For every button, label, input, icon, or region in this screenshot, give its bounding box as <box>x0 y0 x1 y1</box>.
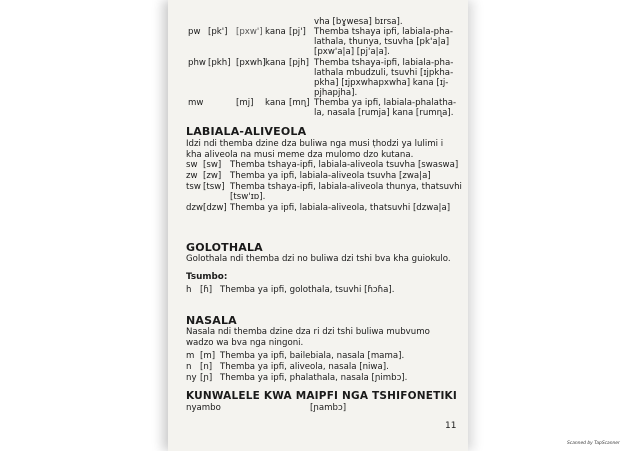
row-ipa: [ɲ] <box>200 373 213 383</box>
row-symbol: n <box>186 362 192 372</box>
row-symbol: ny <box>186 373 197 383</box>
row-desc-line: Themba tshaya ipfi, labiala-pha- <box>314 27 453 37</box>
row-desc: Themba ya ipfi, labiala-aliveola tsuvha [zwa|a] <box>230 171 431 181</box>
row-ipa: [n] <box>200 362 213 372</box>
row-ipa: [sw] <box>203 160 222 170</box>
section-heading: NASALA <box>186 314 237 327</box>
row-desc: Themba tshaya-ipfi, labiala-aliveola thunya, thatsuvhi <box>230 182 462 192</box>
row-palatal: [pjh] <box>289 58 309 68</box>
row-desc-line: lathala, thunya, tsuvha [pk'a|a] <box>314 37 450 47</box>
row-desc: Themba ya ipfi, labiala-aliveola, thatsuvhi [dzwa|a] <box>230 203 451 213</box>
row-symbol: tsw <box>186 182 201 192</box>
row-ipa: [mj] <box>236 98 254 108</box>
row-desc: Themba tshaya-ipfi, labiala-aliveola tsuvha [swaswa] <box>230 160 459 170</box>
page-number: 11 <box>445 421 457 431</box>
row-kana: kana <box>265 58 286 68</box>
row-symbol: zw <box>186 171 198 181</box>
section-intro: Golothala ndi themba dzi no buliwa dzi tshi bva kha guiokulo. <box>186 254 451 264</box>
row-desc-line: la, nasala [rumja] kana [rumɳa]. <box>314 108 454 118</box>
row-symbol: phw <box>188 58 206 68</box>
row-ipa: [pkh] <box>208 58 231 68</box>
row-desc-cont: [tsw'ɪɒ]. <box>230 192 266 202</box>
section-intro: Idzi ndi themba dzine dza buliwa nga musi ṭhodzi ya lulimi i kha aliveola na musi meme dza mulomo dzo kutana. <box>186 139 444 160</box>
row-desc: Themba ya ipfi, phalathala, nasala [ɲimbɔ]. <box>220 373 408 383</box>
scanner-watermark: Scanned by TapScanner <box>567 441 620 446</box>
section-heading: KUNWALELE KWA MAIPFI NGA TSHIFONETIKI <box>186 390 458 402</box>
row-symbol: pw <box>188 27 201 37</box>
row-ipa: [tsw] <box>203 182 225 192</box>
row-symbol: m <box>186 351 195 361</box>
row-ipa: [dzw] <box>203 203 227 213</box>
row-symbol: dzw <box>186 203 203 213</box>
row-ipa: [pk'] <box>208 27 228 37</box>
row-alt: [pxwh] <box>236 58 266 68</box>
row-symbol: h <box>186 285 192 295</box>
row-desc-line: pkha] [ɪjpxwhapxwha] kana [ɪj- <box>314 78 449 88</box>
example-ipa: [ɲambɔ] <box>310 403 347 413</box>
subheading: Tsumbo: <box>186 272 228 282</box>
section-heading: LABIALA-ALIVEOLA <box>186 125 307 138</box>
row-desc-line: Themba tshaya-ipfi, labiala-pha- <box>314 58 454 68</box>
row-desc-line: lathala mbudzuli, tsuvhi [ɪjpkha- <box>314 68 454 78</box>
row-ipa: [m] <box>200 351 216 361</box>
row-alt: [pxw'] <box>236 27 263 37</box>
example-word: nyambo <box>186 403 221 413</box>
section-intro: Nasala ndi themba dzine dza ri dzi tshi buliwa mubvumo wadzo wa bva nga ningoni. <box>186 327 430 348</box>
row-palatal: [mɳ] <box>289 98 310 108</box>
row-palatal: [pj'] <box>289 27 306 37</box>
row-desc: Themba ya ipfi, bailebiala, nasala [mama]. <box>220 351 405 361</box>
section-heading: GOLOTHALA <box>186 241 263 254</box>
row-desc-line: Themba ya ipfi, labiala-phalatha- <box>314 98 457 108</box>
row-desc: Themba ya ipfi, aliveola, nasala [niwa]. <box>220 362 389 372</box>
row-ipa: [zw] <box>203 171 222 181</box>
row-desc-line: pjhapjha]. <box>314 88 358 98</box>
row-desc-line: vha [bɣwesa] bɪrsa]. <box>314 17 403 27</box>
row-desc: Themba ya ipfi, golothala, tsuvhi [ɦɔɦa]. <box>220 285 395 295</box>
row-kana: kana <box>265 27 286 37</box>
row-desc-line: [pxw'a|a] [pj'a|a]. <box>314 47 390 57</box>
row-symbol: sw <box>186 160 198 170</box>
row-symbol: mw <box>188 98 204 108</box>
row-kana: kana <box>265 98 286 108</box>
row-ipa: [ɦ] <box>200 285 213 295</box>
